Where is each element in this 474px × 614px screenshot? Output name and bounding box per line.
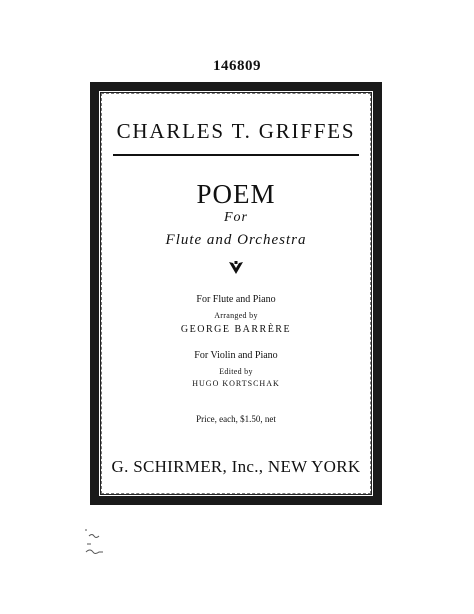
divider-rule [113, 154, 359, 156]
for-label: For [224, 210, 248, 225]
cover-frame [90, 82, 382, 505]
price-label: Price, each, $1.50, net [196, 414, 276, 424]
arrangement-1-credit: Arranged by [214, 311, 258, 320]
cover-content [99, 91, 373, 496]
work-title: POEM [196, 179, 276, 209]
arrangement-1-name: GEORGE BARRÈRE [180, 324, 292, 335]
instrumentation: Flute and Orchestra [165, 232, 307, 248]
arrangement-2-name: HUGO KORTSCHAK [192, 379, 280, 388]
plate-number: 146809 [213, 58, 261, 74]
handwritten-note [83, 524, 113, 564]
ornament-icon [228, 261, 244, 275]
arrangement-1-line: For Flute and Piano [196, 294, 276, 305]
arrangement-2-credit: Edited by [219, 367, 253, 376]
publisher-name: G. SCHIRMER, Inc., NEW YORK [111, 457, 361, 476]
composer-name: CHARLES T. GRIFFES [116, 119, 356, 143]
arrangement-2-line: For Violin and Piano [194, 350, 278, 361]
